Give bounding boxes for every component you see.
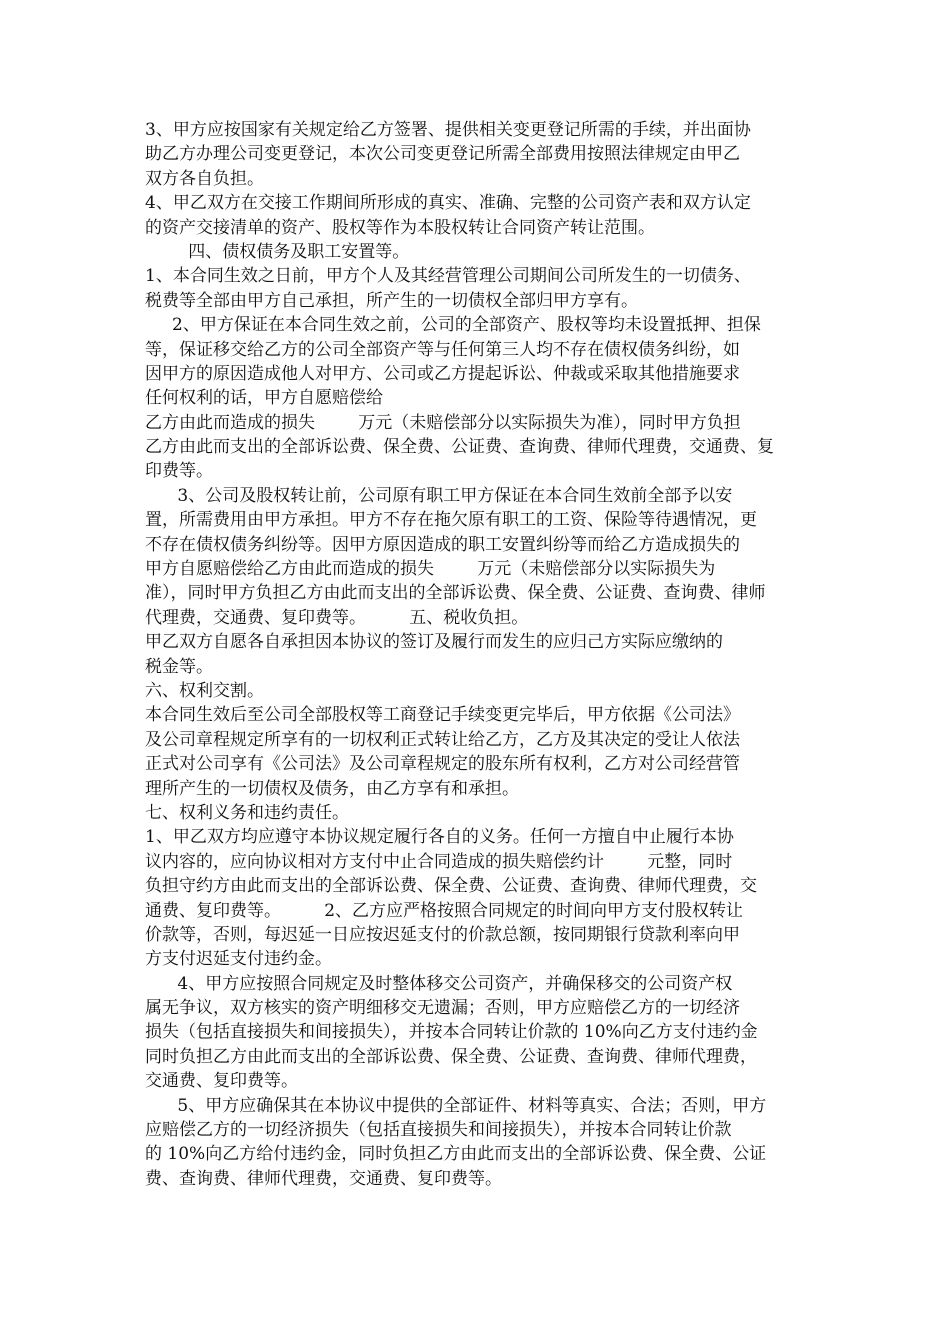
- text-line: 4、甲乙双方在交接工作期间所形成的真实、准确、完整的公司资产表和双方认定: [145, 193, 751, 214]
- text-line: 费、查询费、律师代理费，交通费、复印费等。: [145, 1168, 502, 1189]
- text-line: 2、甲方保证在本合同生效之前，公司的全部资产、股权等均未设置抵押、担保: [145, 315, 761, 336]
- text-line: 任何权利的话，甲方自愿赔偿给: [145, 388, 383, 409]
- text-line: 的资产交接清单的资产、股权等作为本股权转让合同资产转让范围。: [145, 217, 655, 238]
- text-line: 方支付迟延支付违约金。: [145, 949, 332, 970]
- document-body: [145, 118, 817, 1191]
- text-line: 置，所需费用由甲方承担。甲方不存在拖欠原有职工的工资、保险等待遇情况，更: [145, 510, 757, 531]
- text-line: 本合同生效后至公司全部股权等工商登记手续变更完毕后，甲方依据《公司法》: [145, 705, 740, 726]
- text-line: 5、甲方应确保其在本协议中提供的全部证件、材料等真实、合法；否则，甲方: [145, 1095, 767, 1116]
- text-line: 因甲方的原因造成他人对甲方、公司或乙方提起诉讼、仲裁或采取其他措施要求: [145, 363, 740, 384]
- text-line: 负担守约方由此而支出的全部诉讼费、保全费、公证费、查询费、律师代理费，交: [145, 876, 757, 897]
- section-heading: 四、债权债务及职工安置等。: [145, 241, 410, 262]
- text-line: 1、本合同生效之日前，甲方个人及其经营管理公司期间公司所发生的一切债务、: [145, 266, 751, 287]
- text-line: 同时负担乙方由此而支出的全部诉讼费、保全费、公证费、查询费、律师代理费，: [145, 1046, 757, 1067]
- text-line: 代理费，交通费、复印费等。 五、税收负担。: [145, 607, 529, 628]
- text-line: 税费等全部由甲方自己承担，所产生的一切债权全部归甲方享有。: [145, 290, 638, 311]
- text-line: 通费、复印费等。 2、乙方应严格按照合同规定的时间向甲方支付股权转让: [145, 900, 744, 921]
- text-line: 议内容的，应向协议相对方支付中止合同造成的损失赔偿约计 元整，同时: [145, 851, 733, 872]
- text-line: 1、甲乙双方均应遵守本协议规定履行各自的义务。任何一方擅自中止履行本协: [145, 827, 734, 848]
- text-line: 印费等。: [145, 461, 213, 482]
- text-line: 准），同时甲方负担乙方由此而支出的全部诉讼费、保全费、公证费、查询费、律师: [145, 583, 766, 604]
- text-line: 助乙方办理公司变更登记，本次公司变更登记所需全部费用按照法律规定由甲乙: [145, 144, 740, 165]
- text-line: 等，保证移交给乙方的公司全部资产等与任何第三人均不存在债权债务纠纷，如: [145, 339, 740, 360]
- text-line: 及公司章程规定所享有的一切权利正式转让给乙方，乙方及其决定的受让人依法: [145, 729, 740, 750]
- text-line: 双方各自负担。: [145, 168, 264, 189]
- text-line: 乙方由此而造成的损失 万元（未赔偿部分以实际损失为准），同时甲方负担: [145, 412, 741, 433]
- section-heading: 六、权利交割。: [145, 680, 264, 701]
- text-line: 损失（包括直接损失和间接损失），并按本合同转让价款的 10%向乙方支付违约金: [145, 1022, 758, 1043]
- text-line: 理所产生的一切债权及债务，由乙方享有和承担。: [145, 778, 519, 799]
- text-line: 不存在债权债务纠纷等。因甲方原因造成的职工安置纠纷等而给乙方造成损失的: [145, 534, 740, 555]
- text-line: 4、甲方应按照合同规定及时整体移交公司资产，并确保移交的公司资产权: [145, 973, 733, 994]
- text-line: 应赔偿乙方的一切经济损失（包括直接损失和间接损失），并按本合同转让价款: [145, 1120, 732, 1141]
- text-line: 3、公司及股权转让前，公司原有职工甲方保证在本合同生效前全部予以安: [145, 485, 733, 506]
- section-heading: 七、权利义务和违约责任。: [145, 802, 349, 823]
- text-line: 乙方由此而支出的全部诉讼费、保全费、公证费、查询费、律师代理费，交通费、复: [145, 437, 774, 458]
- text-line: 属无争议，双方核实的资产明细移交无遗漏；否则，甲方应赔偿乙方的一切经济: [145, 998, 740, 1019]
- text-line: 正式对公司享有《公司法》及公司章程规定的股东所有权利，乙方对公司经营管: [145, 754, 740, 775]
- text-line: 3、甲方应按国家有关规定给乙方签署、提供相关变更登记所需的手续，并出面协: [145, 120, 751, 140]
- text-line: 的 10%向乙方给付违约金，同时负担乙方由此而支出的全部诉讼费、保全费、公证: [145, 1144, 767, 1165]
- text-line: 甲方自愿赔偿给乙方由此而造成的损失 万元（未赔偿部分以实际损失为: [145, 559, 716, 580]
- text-line: 税金等。: [145, 656, 213, 677]
- text-line: 甲乙双方自愿各自承担因本协议的签订及履行而发生的应归己方实际应缴纳的: [145, 632, 723, 653]
- text-line: 交通费、复印费等。: [145, 1071, 298, 1092]
- text-line: 价款等，否则，每迟延一日应按迟延支付的价款总额，按同期银行贷款利率向甲: [145, 924, 740, 945]
